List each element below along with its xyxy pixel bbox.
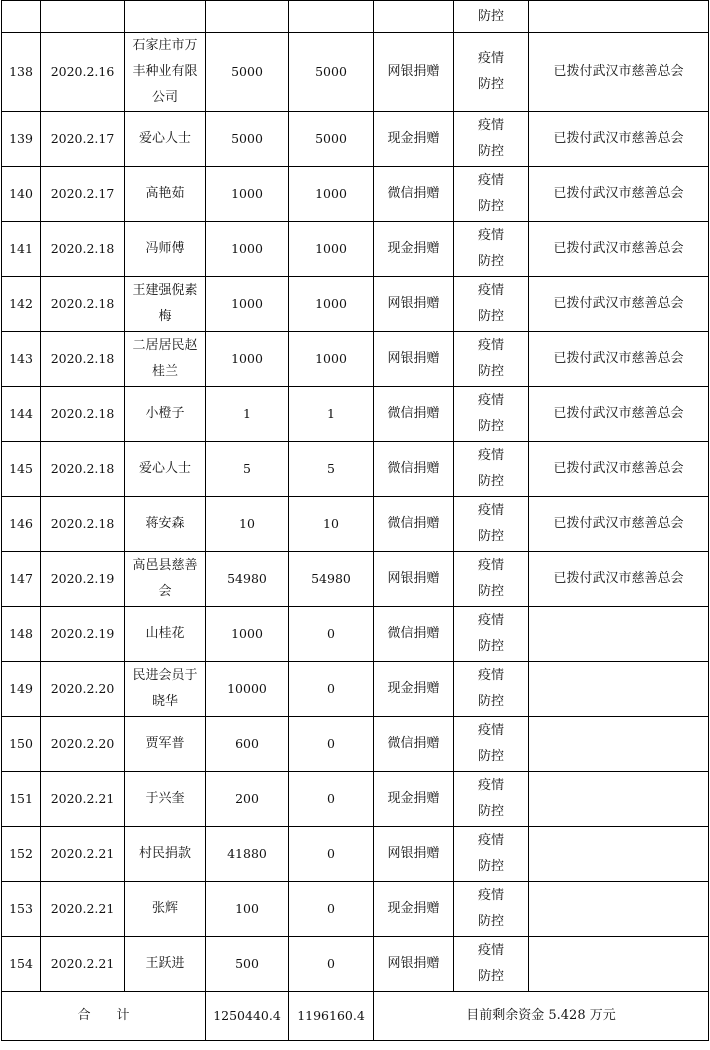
cell-note: [529, 332, 709, 387]
table-row: [2, 937, 709, 992]
cell-donor-text: 石家庄市万丰种业有限公司: [132, 38, 198, 105]
table-row: [2, 607, 709, 662]
cell-amount-received-text: 10: [239, 516, 255, 531]
cell-amount-allocated: [289, 662, 374, 717]
cell-donor: [125, 167, 206, 222]
cell-no: [2, 552, 41, 607]
cell-no-text: 147: [9, 571, 33, 586]
cell-purpose-text: 疫情防控: [477, 173, 504, 214]
cell-no: [2, 222, 41, 277]
table-row: [2, 33, 709, 112]
cell-method-text: 微信捐赠: [387, 406, 440, 421]
cell-donor: [125, 442, 206, 497]
cell-date-text: 2020.2.18: [50, 351, 115, 366]
cell-amount-allocated: [289, 222, 374, 277]
cell-donor: [125, 387, 206, 442]
cell-amount-allocated-text: 0: [327, 736, 335, 751]
cell-donor-text: 高邑县慈善会: [132, 558, 198, 599]
cell-method-text: 网银捐赠: [387, 571, 440, 586]
cell-note: [529, 112, 709, 167]
cell-amount-allocated: [289, 937, 374, 992]
cell-amount-received: [206, 1, 289, 33]
cell-no-text: 138: [9, 64, 33, 79]
remaining-funds: 目前剩余资金 5.428 万元: [374, 992, 709, 1041]
cell-method: [374, 607, 454, 662]
cell-date: [41, 827, 125, 882]
cell-no: [2, 662, 41, 717]
cell-date-text: 2020.2.18: [50, 516, 115, 531]
cell-purpose: [454, 772, 529, 827]
cell-method-text: 微信捐赠: [387, 516, 440, 531]
cell-no-text: 144: [9, 406, 33, 421]
cell-amount-received-text: 100: [235, 901, 259, 916]
cell-amount-allocated-text: 5000: [315, 131, 347, 146]
cell-note: [529, 1, 709, 33]
cell-amount-received: [206, 33, 289, 112]
cell-method: [374, 33, 454, 112]
cell-donor-text: 爱心人士: [138, 461, 191, 476]
cell-donor: [125, 827, 206, 882]
cell-amount-allocated-text: 5: [327, 461, 335, 476]
cell-amount-allocated: [289, 717, 374, 772]
cell-date-text: 2020.2.19: [50, 571, 115, 586]
total-row: [2, 992, 709, 1041]
cell-date-text: 2020.2.18: [50, 296, 115, 311]
cell-purpose-text: 疫情防控: [477, 833, 504, 874]
cell-purpose-text: 疫情防控: [477, 503, 504, 544]
cell-date: [41, 112, 125, 167]
cell-method: [374, 222, 454, 277]
cell-purpose-text: 疫情防控: [477, 943, 504, 984]
cell-amount-allocated-text: 5000: [315, 64, 347, 79]
cell-donor-text: 村民捐款: [138, 846, 191, 861]
table-row: [2, 387, 709, 442]
cell-amount-received-text: 500: [235, 956, 259, 971]
cell-donor: [125, 937, 206, 992]
cell-amount-received-text: 1000: [231, 626, 263, 641]
cell-note: [529, 662, 709, 717]
cell-amount-received: [206, 937, 289, 992]
cell-no: [2, 937, 41, 992]
cell-amount-received-text: 5000: [231, 64, 263, 79]
cell-donor: [125, 552, 206, 607]
cell-note: [529, 552, 709, 607]
cell-method: [374, 112, 454, 167]
cell-note: [529, 167, 709, 222]
cell-amount-allocated-text: 54980: [311, 571, 351, 586]
cell-purpose-text: 疫情防控: [477, 668, 504, 709]
cell-amount-allocated: [289, 33, 374, 112]
cell-amount-received: [206, 277, 289, 332]
cell-note-text: 已拨付武汉市慈善总会: [553, 351, 684, 366]
donation-ledger-table: [1, 0, 709, 1041]
cell-no: [2, 607, 41, 662]
cell-donor: [125, 717, 206, 772]
cell-note-text: 已拨付武汉市慈善总会: [553, 406, 684, 421]
cell-purpose-text: 疫情防控: [477, 723, 504, 764]
cell-purpose: [454, 112, 529, 167]
total-amount-received: 1250440.4: [206, 992, 289, 1041]
cell-amount-allocated-text: 0: [327, 846, 335, 861]
table-row: [2, 772, 709, 827]
cell-method: [374, 552, 454, 607]
cell-method: [374, 882, 454, 937]
cell-donor: [125, 662, 206, 717]
table-row: [2, 552, 709, 607]
cell-purpose-text: 疫情防控: [477, 228, 504, 269]
cell-purpose: [454, 387, 529, 442]
cell-amount-received-text: 10000: [227, 681, 267, 696]
cell-amount-allocated-text: 1000: [315, 296, 347, 311]
cell-method-text: 现金捐赠: [387, 241, 440, 256]
table-row: [2, 222, 709, 277]
cell-purpose-text: 疫情防控: [477, 448, 504, 489]
cell-method-text: 微信捐赠: [387, 186, 440, 201]
cell-donor: [125, 222, 206, 277]
cell-amount-received: [206, 222, 289, 277]
cell-amount-received-text: 1000: [231, 296, 263, 311]
cell-date-text: 2020.2.18: [50, 241, 115, 256]
cell-note: [529, 937, 709, 992]
cell-amount-allocated: [289, 552, 374, 607]
cell-donor-text: 二居居民赵桂兰: [132, 338, 198, 379]
cell-note-text: 已拨付武汉市慈善总会: [553, 571, 684, 586]
cell-amount-received: [206, 717, 289, 772]
cell-amount-allocated-text: 1000: [315, 186, 347, 201]
cell-amount-received: [206, 882, 289, 937]
cell-date: [41, 662, 125, 717]
cell-amount-allocated: [289, 167, 374, 222]
cell-amount-allocated-text: 10: [323, 516, 339, 531]
cell-no-text: 149: [9, 681, 33, 696]
cell-donor-text: 王跃进: [145, 956, 185, 971]
cell-note: [529, 442, 709, 497]
total-amount-allocated: 1196160.4: [289, 992, 374, 1041]
cell-note-text: 已拨付武汉市慈善总会: [553, 241, 684, 256]
cell-date: [41, 277, 125, 332]
cell-purpose: [454, 167, 529, 222]
cell-note-text: 已拨付武汉市慈善总会: [553, 296, 684, 311]
table-row: [2, 112, 709, 167]
cell-no: [2, 332, 41, 387]
cell-method: [374, 827, 454, 882]
table-row: [2, 167, 709, 222]
cell-no-text: 145: [9, 461, 33, 476]
ledger-body: [2, 1, 709, 992]
table-row: [2, 717, 709, 772]
cell-amount-allocated: [289, 607, 374, 662]
cell-amount-allocated: [289, 1, 374, 33]
cell-no: [2, 772, 41, 827]
cell-donor-text: 高艳茹: [145, 186, 185, 201]
cell-amount-received-text: 200: [235, 791, 259, 806]
cell-method-text: 网银捐赠: [387, 64, 440, 79]
cell-no: [2, 717, 41, 772]
cell-donor: [125, 607, 206, 662]
cell-date-text: 2020.2.19: [50, 626, 115, 641]
cell-date: [41, 442, 125, 497]
cell-donor: [125, 882, 206, 937]
cell-purpose: [454, 332, 529, 387]
cell-amount-received: [206, 497, 289, 552]
cell-date: [41, 772, 125, 827]
cell-amount-received: [206, 167, 289, 222]
cell-no-text: 153: [9, 901, 33, 916]
cell-purpose: [454, 552, 529, 607]
cell-donor-text: 民进会员于晓华: [132, 668, 198, 709]
cell-note-text: 已拨付武汉市慈善总会: [553, 461, 684, 476]
cell-amount-allocated: [289, 497, 374, 552]
cell-amount-allocated-text: 0: [327, 626, 335, 641]
cell-amount-received-text: 1000: [231, 241, 263, 256]
cell-purpose: [454, 33, 529, 112]
cell-date-text: 2020.2.18: [50, 461, 115, 476]
cell-donor: [125, 112, 206, 167]
cell-date: [41, 937, 125, 992]
cell-note-text: 已拨付武汉市慈善总会: [553, 64, 684, 79]
cell-purpose-text: 疫情防控: [477, 338, 504, 379]
cell-method-text: 现金捐赠: [387, 901, 440, 916]
table-row: [2, 332, 709, 387]
table-row: [2, 882, 709, 937]
cell-note: [529, 827, 709, 882]
cell-amount-allocated: [289, 882, 374, 937]
total-label: 合 计: [2, 992, 206, 1041]
cell-donor: [125, 332, 206, 387]
cell-date: [41, 497, 125, 552]
cell-date: [41, 607, 125, 662]
cell-date: [41, 222, 125, 277]
cell-method-text: 网银捐赠: [387, 846, 440, 861]
cell-no: [2, 827, 41, 882]
cell-method: [374, 937, 454, 992]
cell-purpose-text: 疫情防控: [477, 51, 504, 92]
cell-method: [374, 717, 454, 772]
cell-purpose-text: 疫情防控: [477, 558, 504, 599]
cell-date-text: 2020.2.21: [50, 956, 115, 971]
cell-method-text: 微信捐赠: [387, 461, 440, 476]
cell-amount-received-text: 41880: [227, 846, 267, 861]
cell-no: [2, 387, 41, 442]
cell-date-text: 2020.2.21: [50, 791, 115, 806]
cell-method-text: 网银捐赠: [387, 351, 440, 366]
cell-purpose: [454, 717, 529, 772]
cell-no-text: 142: [9, 296, 33, 311]
cell-donor: [125, 1, 206, 33]
cell-amount-allocated-text: 1: [327, 406, 335, 421]
cell-donor-text: 蒋安森: [145, 516, 185, 531]
cell-amount-allocated-text: 1000: [315, 241, 347, 256]
cell-amount-allocated: [289, 387, 374, 442]
cell-date-text: 2020.2.18: [50, 406, 115, 421]
cell-date: [41, 33, 125, 112]
cell-amount-allocated: [289, 827, 374, 882]
cell-method: [374, 332, 454, 387]
cell-purpose: [454, 222, 529, 277]
cell-amount-received-text: 54980: [227, 571, 267, 586]
cell-date: [41, 332, 125, 387]
cell-date: [41, 552, 125, 607]
cell-purpose-text: 疫情防控: [477, 393, 504, 434]
cell-no: [2, 882, 41, 937]
cell-method-text: 网银捐赠: [387, 956, 440, 971]
cell-purpose-text: 疫情防控: [477, 283, 504, 324]
cell-donor-text: 贾军普: [145, 736, 185, 751]
cell-no-text: 151: [9, 791, 33, 806]
cell-donor: [125, 277, 206, 332]
cell-no-text: 148: [9, 626, 33, 641]
cell-note: [529, 387, 709, 442]
cell-donor-text: 于兴奎: [145, 791, 185, 806]
cell-no-text: 139: [9, 131, 33, 146]
cell-donor-text: 张辉: [151, 901, 178, 916]
cell-amount-allocated-text: 0: [327, 901, 335, 916]
cell-amount-received: [206, 772, 289, 827]
cell-donor-text: 山桂花: [145, 626, 185, 641]
cell-amount-allocated: [289, 112, 374, 167]
cell-note-text: 已拨付武汉市慈善总会: [553, 186, 684, 201]
cell-amount-received: [206, 607, 289, 662]
cell-no: [2, 1, 41, 33]
cell-purpose: [454, 662, 529, 717]
cell-amount-received-text: 5: [243, 461, 251, 476]
cell-purpose-text: 疫情防控: [477, 118, 504, 159]
cell-note: [529, 772, 709, 827]
cell-amount-allocated: [289, 772, 374, 827]
cell-purpose: [454, 607, 529, 662]
table-row: [2, 277, 709, 332]
cell-amount-received: [206, 332, 289, 387]
cell-note: [529, 222, 709, 277]
table-row: [2, 442, 709, 497]
cell-method: [374, 167, 454, 222]
cell-no-text: 140: [9, 186, 33, 201]
cell-donor-text: 王建强倪素梅: [132, 283, 198, 324]
cell-amount-received: [206, 552, 289, 607]
cell-method: [374, 277, 454, 332]
cell-purpose: 防控: [454, 1, 529, 33]
cell-amount-received-text: 1: [243, 406, 251, 421]
cell-date-text: 2020.2.20: [50, 681, 115, 696]
cell-date-text: 2020.2.20: [50, 736, 115, 751]
cell-no: [2, 442, 41, 497]
cell-note: [529, 882, 709, 937]
cell-donor: [125, 33, 206, 112]
cell-amount-allocated: [289, 277, 374, 332]
cell-purpose-text: 疫情防控: [477, 888, 504, 929]
cell-note-text: 已拨付武汉市慈善总会: [553, 131, 684, 146]
cell-no: [2, 33, 41, 112]
cell-amount-allocated-text: 1000: [315, 351, 347, 366]
cell-method: [374, 387, 454, 442]
cell-purpose: [454, 827, 529, 882]
cell-donor-text: 爱心人士: [138, 131, 191, 146]
cell-date: [41, 387, 125, 442]
cell-purpose-text: 疫情防控: [477, 613, 504, 654]
cell-date: [41, 717, 125, 772]
cell-amount-received-text: 600: [235, 736, 259, 751]
cell-amount-received: [206, 827, 289, 882]
cell-amount-allocated-text: 0: [327, 956, 335, 971]
cell-amount-allocated-text: 0: [327, 681, 335, 696]
cell-amount-received: [206, 662, 289, 717]
cell-no-text: 150: [9, 736, 33, 751]
cell-method: [374, 772, 454, 827]
cell-date-text: 2020.2.17: [50, 186, 115, 201]
cell-method-text: 现金捐赠: [387, 791, 440, 806]
cell-method-text: 微信捐赠: [387, 736, 440, 751]
cell-date-text: 2020.2.21: [50, 901, 115, 916]
cell-no-text: 143: [9, 351, 33, 366]
cell-amount-received: [206, 112, 289, 167]
cell-date: [41, 1, 125, 33]
table-row: [2, 827, 709, 882]
cell-date: [41, 167, 125, 222]
cell-no-text: 152: [9, 846, 33, 861]
cell-no-text: 154: [9, 956, 33, 971]
cell-purpose-text: 疫情防控: [477, 778, 504, 819]
cell-purpose: [454, 882, 529, 937]
cell-method-text: 微信捐赠: [387, 626, 440, 641]
cell-no: [2, 277, 41, 332]
cell-method-text: 现金捐赠: [387, 681, 440, 696]
cell-donor-text: 冯师傅: [145, 241, 185, 256]
cell-purpose: [454, 497, 529, 552]
cell-date: [41, 882, 125, 937]
cell-note: [529, 277, 709, 332]
cell-note: [529, 607, 709, 662]
cell-amount-allocated: [289, 332, 374, 387]
cell-no: [2, 497, 41, 552]
cell-donor-text: 小橙子: [145, 406, 185, 421]
cell-note: [529, 497, 709, 552]
table-row: [2, 497, 709, 552]
cell-method-text: 网银捐赠: [387, 296, 440, 311]
cell-note: [529, 717, 709, 772]
cell-date-text: 2020.2.17: [50, 131, 115, 146]
cell-amount-allocated-text: 0: [327, 791, 335, 806]
cell-no-text: 146: [9, 516, 33, 531]
table-row: [2, 662, 709, 717]
cell-donor: [125, 497, 206, 552]
cell-no-text: 141: [9, 241, 33, 256]
cell-amount-allocated: [289, 442, 374, 497]
cell-amount-received-text: 1000: [231, 186, 263, 201]
cell-donor: [125, 772, 206, 827]
cell-amount-received-text: 5000: [231, 131, 263, 146]
cell-method: [374, 497, 454, 552]
cell-method: [374, 1, 454, 33]
cell-purpose: [454, 937, 529, 992]
cell-date-text: 2020.2.21: [50, 846, 115, 861]
continued-row: [2, 1, 709, 33]
cell-note: [529, 33, 709, 112]
cell-method: [374, 442, 454, 497]
cell-amount-received: [206, 387, 289, 442]
cell-method: [374, 662, 454, 717]
cell-method-text: 现金捐赠: [387, 131, 440, 146]
cell-purpose: [454, 442, 529, 497]
cell-amount-received-text: 1000: [231, 351, 263, 366]
cell-no: [2, 112, 41, 167]
cell-amount-received: [206, 442, 289, 497]
cell-date-text: 2020.2.16: [50, 64, 115, 79]
cell-purpose: [454, 277, 529, 332]
cell-note-text: 已拨付武汉市慈善总会: [553, 516, 684, 531]
cell-no: [2, 167, 41, 222]
